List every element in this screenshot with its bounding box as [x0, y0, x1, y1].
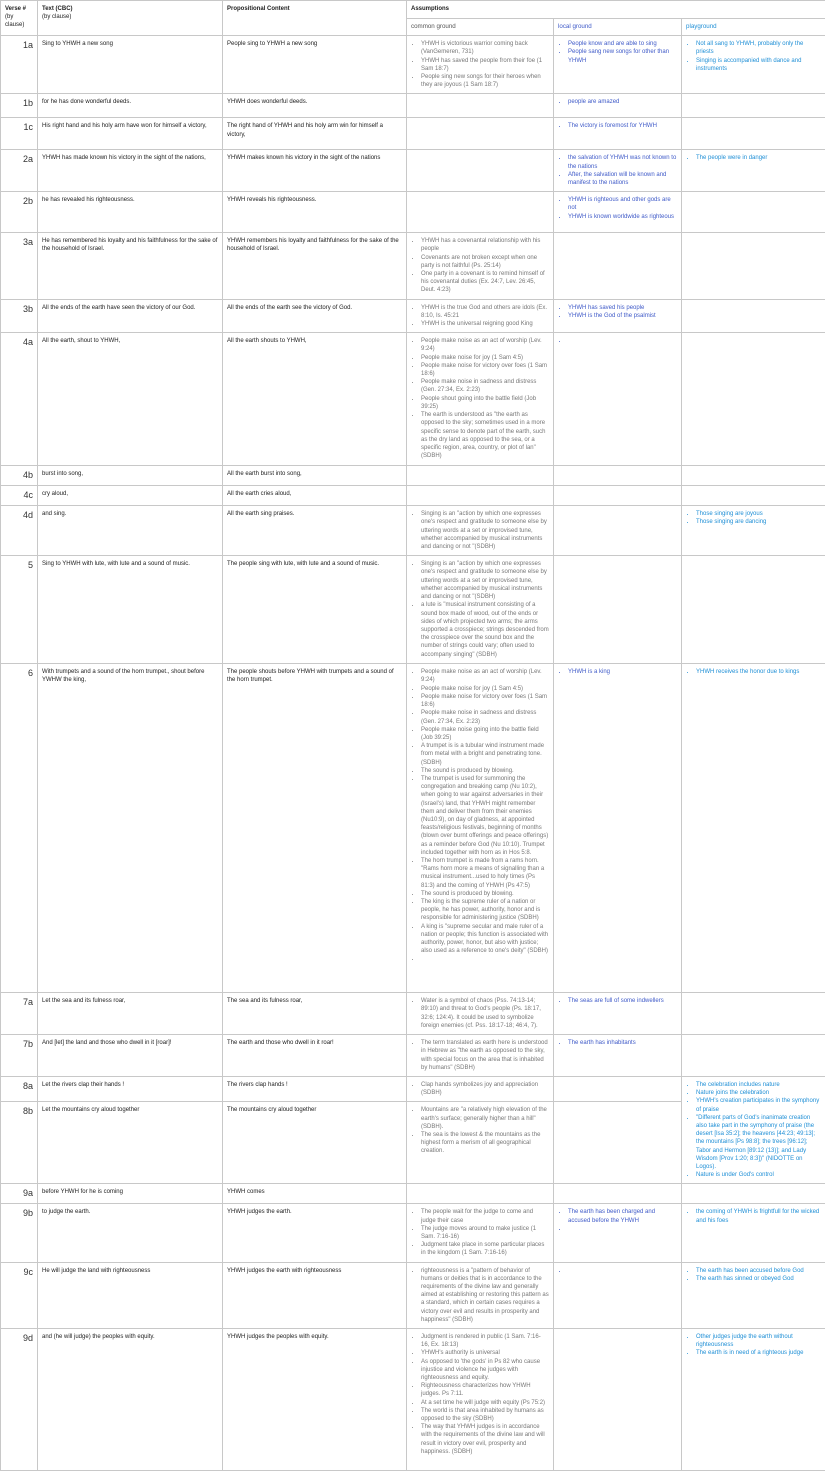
play-list — [686, 1267, 821, 1283]
common-list — [411, 668, 549, 963]
common-item: • YHWH is the true God and others are idols (Ex. 8:10, Is. 45:21 — [421, 304, 549, 320]
propositional-content: YHWH judges the earth. — [223, 1204, 407, 1262]
local-ground-cell — [554, 94, 682, 118]
table-row — [1, 486, 825, 506]
play-list — [686, 154, 821, 162]
verse-number: 4b — [1, 466, 38, 486]
common-item: • YHWH is the universal reigning good King — [421, 320, 549, 328]
local-list — [558, 304, 677, 320]
verse-number: 9c — [1, 1262, 38, 1328]
local-item: • YHWH is righteous and other gods are not — [568, 196, 677, 212]
common-ground-cell — [407, 233, 554, 299]
playground-cell — [682, 506, 825, 556]
verse-text: Sing to YHWH a new song — [38, 36, 223, 94]
table-row — [1, 556, 825, 664]
common-item: • YHWH's authority is universal — [421, 1349, 549, 1357]
playground-cell — [682, 36, 825, 94]
propositional-content: The rivers clap hands ! — [223, 1076, 407, 1101]
table-row — [1, 993, 825, 1035]
common-item: • a lute is "musical instrument consisting of a sound box made of wood, out of the ends or sides of which projected two arms; the arms supported a crosspiece; strings descended from the crosspiece over the sound box and the number of strings could vary; often used to accompany singing" (SDBH) — [421, 601, 549, 658]
common-ground-cell — [407, 36, 554, 94]
verse-number: 5 — [1, 556, 38, 664]
verse-text: With trumpets and a sound of the horn trumpet., shout before YWHW the king, — [38, 664, 223, 993]
common-item: • YHWH has a covenantal relationship with his people — [421, 237, 549, 253]
verse-number: 3a — [1, 233, 38, 299]
verse-header-label: Verse # — [5, 6, 26, 12]
common-item: • As opposed to 'the gods' in Ps 82 who cause injustice and violence he judges with righteousness and equity. — [421, 1358, 549, 1383]
common-list — [411, 1081, 549, 1097]
verse-text: All the earth, shout to YHWH, — [38, 333, 223, 466]
play-item: • YHWH receives the honor due to kings — [696, 668, 821, 676]
play-list — [686, 1333, 821, 1358]
play-item: • The celebration includes nature — [696, 1081, 821, 1089]
table-row — [1, 1076, 825, 1101]
play-item: • The earth is in need of a righteous judge — [696, 1349, 821, 1357]
local-item: • The earth has inhabitants — [568, 1039, 677, 1047]
playground-header: playground — [682, 19, 825, 36]
common-ground-cell — [407, 118, 554, 150]
common-list — [411, 237, 549, 294]
local-item: • YHWH is known worldwide as righteous — [568, 213, 677, 221]
common-item: • People make noise as an act of worship (Lev. 9:24) — [421, 337, 549, 353]
propositional-content: The sea and its fulness roar, — [223, 993, 407, 1035]
common-item: • People make noise as an act of worship (Lev. 9:24) — [421, 668, 549, 684]
play-list — [686, 1081, 821, 1179]
local-item — [568, 337, 677, 345]
common-item: • Judgment take place in some particular places in the kingdom (1 Sam. 7:16-16) — [421, 1241, 549, 1257]
local-ground-cell — [554, 1184, 682, 1204]
play-list — [686, 510, 821, 526]
table-row — [1, 1328, 825, 1470]
common-item: • People make noise in sadness and distress (Gen. 27:34, Ex. 2:23) — [421, 709, 549, 725]
common-item: • The earth is understood as "the earth as opposed to the sky; sometimes used in a more specific sense to denote part of the earth, such as the dry land as opposed to the sea, or a specific region, area, country, or plot of lan" (SDBH) — [421, 411, 549, 460]
common-item: • Water is a symbol of chaos (Pss. 74:13-14; 89:10) and threat to God's people (Ps. 18:17, 32:6; 124:4). It could be used to symbolize foreign enemies (cf. Pss. 18:17-18; 46:4, 7). — [421, 997, 549, 1030]
header-row — [1, 1, 825, 19]
common-item: • The trumpet is used for summoning the congregation and breaking camp (Nu 10:2), when going to war against adversaries in their (Israel's) land, that YHWH might remember them and deliver them from their enemies (Nu10:9), on day of gladness, at appointed feasts/religious festivals, beginning of months (blown over burnt offerings and peace offerings) as a reminder before God (Nu 10:10). Trumpet included together with horn as in Hos 5:8. — [421, 775, 549, 857]
playground-cell — [682, 1184, 825, 1204]
table-row — [1, 150, 825, 192]
play-item: • The earth has sinned or obeyed God — [696, 1275, 821, 1283]
local-list — [558, 668, 677, 676]
verse-text: He has remembered his loyalty and his faithfulness for the sake of the household of Israel. — [38, 233, 223, 299]
verse-number: 1c — [1, 118, 38, 150]
propositional-content: YHWH remembers his loyalty and faithfulness for the sake of the household of Israel. — [223, 233, 407, 299]
common-item: • The way that YHWH judges is in accordance with the requirements of the divine law and will result in victory over evil, prosperity and happiness. (SDBH) — [421, 1423, 549, 1456]
play-item: • The people were in danger — [696, 154, 821, 162]
local-item: • the salvation of YHWH was not known to the nations — [568, 154, 677, 170]
common-ground-cell — [407, 299, 554, 333]
common-item: • Clap hands symbolizes joy and appreciation (SDBH) — [421, 1081, 549, 1097]
verse-text: and sing. — [38, 506, 223, 556]
propositional-content: The right hand of YHWH and his holy arm win for himself a victory, — [223, 118, 407, 150]
common-item: • One party in a covenant is to remind himself of his covenantal duties (Ex. 24:7, Lev. 26:45, Deut. 4:23) — [421, 270, 549, 295]
common-ground-header: common ground — [407, 19, 554, 36]
verse-text: He will judge the land with righteousness — [38, 1262, 223, 1328]
local-ground-cell — [554, 1076, 682, 1101]
verse-number: 2a — [1, 150, 38, 192]
local-ground-cell — [554, 486, 682, 506]
common-item: • Mountains are "a relatively high elevation of the earth's surface; generally higher than a hill" (SDBH). — [421, 1106, 549, 1131]
common-ground-cell — [407, 192, 554, 233]
play-item: • Singing is accompanied with dance and instruments — [696, 57, 821, 73]
local-item: • The victory is foremost for YHWH — [568, 122, 677, 130]
local-item: • The earth has been charged and accused before the YHWH — [568, 1208, 677, 1224]
table-row — [1, 1204, 825, 1262]
local-item: • After, the salvation will be known and manifest to the nations — [568, 171, 677, 187]
table-row — [1, 94, 825, 118]
play-item: • Those singing are joyous — [696, 510, 821, 518]
common-ground-cell — [407, 486, 554, 506]
verse-text: Let the mountains cry aloud together — [38, 1102, 223, 1184]
common-item: • righteousness is a "pattern of behavior of humans or deities that is in accordance to the requirements of the divine law and generally aimed at establishing or restoring this pattern as a standard, which in certain cases requires a victory over evil and results in prosperity and happiness" (SDBH) — [421, 1267, 549, 1324]
common-list — [411, 304, 549, 329]
local-ground-cell — [554, 333, 682, 466]
table-row — [1, 118, 825, 150]
playground-cell — [682, 118, 825, 150]
common-ground-cell — [407, 1035, 554, 1077]
common-ground-cell — [407, 333, 554, 466]
common-ground-cell — [407, 506, 554, 556]
play-item: • Not all sang to YHWH, probably only the priests — [696, 40, 821, 56]
propositional-content: All the ends of the earth see the victory of God. — [223, 299, 407, 333]
play-item: • Other judges judge the earth without righteousness — [696, 1333, 821, 1349]
propositional-content: The people sing with lute, with lute and a sound of music. — [223, 556, 407, 664]
verse-number: 9b — [1, 1204, 38, 1262]
common-item: • A king is "supreme secular and male ruler of a nation or people; this function is associated with authority, power, honor, but also with justice; also used as a reference to one's deity" (SDBH) — [421, 923, 549, 956]
verse-text: YHWH has made known his victory in the sight of the nations, — [38, 150, 223, 192]
local-ground-cell — [554, 506, 682, 556]
verse-text: burst into song, — [38, 466, 223, 486]
common-item: • The term translated as earth here is understood in Hebrew as "the earth as opposed to the sky, with special focus on the area that is inhabited by humans" (SDBH) — [421, 1039, 549, 1072]
local-item: • YHWH is a king — [568, 668, 677, 676]
common-ground-cell — [407, 1328, 554, 1470]
verse-text: Sing to YHWH with lute, with lute and a sound of music. — [38, 556, 223, 664]
playground-cell — [682, 466, 825, 486]
verse-number: 6 — [1, 664, 38, 993]
table-row — [1, 36, 825, 94]
common-item: • People make noise in sadness and distress (Gen. 27:34, Ex. 2:23) — [421, 378, 549, 394]
playground-cell — [682, 664, 825, 993]
play-item: • Those singing are dancing — [696, 518, 821, 526]
local-item: • People sang new songs for other than YHWH — [568, 48, 677, 64]
common-item: • At a set time he will judge with equity (Ps 75:2) — [421, 1399, 549, 1407]
verse-text: cry aloud, — [38, 486, 223, 506]
common-item: • People shout going into the battle field (Job 39:25) — [421, 395, 549, 411]
local-list — [558, 1208, 677, 1233]
common-list — [411, 337, 549, 460]
local-list — [558, 122, 677, 130]
playground-cell — [682, 486, 825, 506]
local-item: • YHWH is the God of the psalmist — [568, 312, 677, 320]
local-ground-cell — [554, 556, 682, 664]
propositional-content: YHWH does wonderful deeds. — [223, 94, 407, 118]
common-ground-cell — [407, 466, 554, 486]
verse-number: 9d — [1, 1328, 38, 1470]
playground-cell — [682, 333, 825, 466]
common-list — [411, 560, 549, 658]
table-row — [1, 506, 825, 556]
playground-cell — [682, 192, 825, 233]
common-item: • Singing is an "action by which one expresses one's respect and gratitude to someone else by uttering words at a set or improvised tune, whether accompanied by musical instruments and dancing or not "(SDBH) — [421, 510, 549, 551]
local-list — [558, 40, 677, 65]
propositional-content: The earth and those who dwell in it roar! — [223, 1035, 407, 1077]
propositional-content: All the earth sing praises. — [223, 506, 407, 556]
verse-number: 8b — [1, 1102, 38, 1184]
verse-number: 7a — [1, 993, 38, 1035]
table-row — [1, 233, 825, 299]
common-ground-cell — [407, 1262, 554, 1328]
common-list — [411, 1333, 549, 1456]
table-body — [1, 36, 825, 1471]
play-list — [686, 1208, 821, 1224]
verse-text: Let the rivers clap their hands ! — [38, 1076, 223, 1101]
propositional-content: All the earth shouts to YHWH, — [223, 333, 407, 466]
playground-cell — [682, 556, 825, 664]
common-item: • Righteousness characterizes how YHWH judges. Ps 7:11. — [421, 1382, 549, 1398]
verse-number: 2b — [1, 192, 38, 233]
local-ground-cell — [554, 993, 682, 1035]
common-ground-cell — [407, 993, 554, 1035]
common-list — [411, 40, 549, 89]
verse-number: 4a — [1, 333, 38, 466]
playground-cell — [682, 1076, 825, 1183]
common-item: • The people wait for the judge to come and judge their case — [421, 1208, 549, 1224]
verse-text: and (he will judge) the peoples with equity. — [38, 1328, 223, 1470]
propositional-content: YHWH comes — [223, 1184, 407, 1204]
verse-number: 1a — [1, 36, 38, 94]
local-ground-cell — [554, 299, 682, 333]
table-row — [1, 1184, 825, 1204]
assumptions-header: Assumptions — [407, 1, 825, 19]
common-item: • YHWH has saved the people from their foe (1 Sam 18:7) — [421, 57, 549, 73]
common-list — [411, 1267, 549, 1324]
verse-number: 9a — [1, 1184, 38, 1204]
common-ground-cell — [407, 1204, 554, 1262]
local-ground-cell — [554, 1328, 682, 1470]
local-ground-cell — [554, 1102, 682, 1184]
prop-header: Propositional Content — [223, 1, 407, 36]
local-list — [558, 997, 677, 1005]
local-ground-cell — [554, 1035, 682, 1077]
local-ground-header: local ground — [554, 19, 682, 36]
verse-text: All the ends of the earth have seen the victory of our God. — [38, 299, 223, 333]
playground-cell — [682, 1204, 825, 1262]
table-row — [1, 299, 825, 333]
local-item — [568, 1267, 677, 1275]
verse-number: 4c — [1, 486, 38, 506]
local-item: • People know and are able to sing — [568, 40, 677, 48]
verse-number: 4d — [1, 506, 38, 556]
common-list — [411, 1106, 549, 1155]
verse-text: for he has done wonderful deeds. — [38, 94, 223, 118]
local-item — [568, 1225, 677, 1233]
propositional-content: YHWH reveals his righteousness. — [223, 192, 407, 233]
common-item: • People make noise for victory over foes (1 Sam 18:6) — [421, 693, 549, 709]
propositional-content: The mountains cry aloud together — [223, 1102, 407, 1184]
common-ground-cell — [407, 664, 554, 993]
common-item: • The sea is the lowest & the mountains as the highest form a merism of all geographical creation. — [421, 1131, 549, 1156]
playground-cell — [682, 233, 825, 299]
verse-number: 7b — [1, 1035, 38, 1077]
common-item: • People make noise for joy (1 Sam 4:5) — [421, 354, 549, 362]
local-ground-cell — [554, 118, 682, 150]
common-item: • YHWH is victorious warrior coming back (VanGemeren, 731) — [421, 40, 549, 56]
play-item: • "Different parts of God's inanimate creation also take part in the symphony of praise (the desert [Isa 35:2]; the heavens [44:23; 49:13]; the mountains [Ps 98:8]; the trees [96:12]; Tabor and Hermon [89:12 (13)]; and Lady Wisdom [Prov 1:20; 8:3])" (NIDOTTE on Logos). — [696, 1114, 821, 1171]
common-list — [411, 510, 549, 551]
propositional-content: YHWH judges the peoples with equity. — [223, 1328, 407, 1470]
common-ground-cell — [407, 556, 554, 664]
local-list — [558, 98, 677, 106]
local-ground-cell — [554, 192, 682, 233]
common-item: • People make noise for joy (1 Sam 4:5) — [421, 685, 549, 693]
local-ground-cell — [554, 1204, 682, 1262]
local-list — [558, 1267, 677, 1275]
play-list — [686, 668, 821, 676]
playground-cell — [682, 1035, 825, 1077]
common-item: • The sound is produced by blowing. — [421, 890, 549, 898]
play-item: • YHWH's creation participates in the symphony of praise — [696, 1097, 821, 1113]
local-ground-cell — [554, 150, 682, 192]
common-ground-cell — [407, 1102, 554, 1184]
common-list — [411, 997, 549, 1030]
local-ground-cell — [554, 664, 682, 993]
common-list — [411, 1039, 549, 1072]
table-row — [1, 1262, 825, 1328]
playground-cell — [682, 993, 825, 1035]
local-list — [558, 337, 677, 345]
verse-number: 8a — [1, 1076, 38, 1101]
verse-text: he has revealed his righteousness. — [38, 192, 223, 233]
play-item: • Nature joins the celebration — [696, 1089, 821, 1097]
playground-cell — [682, 150, 825, 192]
common-ground-cell — [407, 1076, 554, 1101]
play-item: • the coming of YHWH is frightfull for the wicked and his foes — [696, 1208, 821, 1224]
common-item: • The horn trumpet is made from a rams horn. "Rams horn more a means of signalling than a musical instrument...used to holy times (Ps 81:3) and the coming of YHWH (Ps 47:5) — [421, 857, 549, 890]
verse-header-sub: (by clause) — [5, 13, 33, 29]
play-item: • The earth has been accused before God — [696, 1267, 821, 1275]
common-ground-cell — [407, 94, 554, 118]
table-row — [1, 333, 825, 466]
table-row — [1, 664, 825, 993]
verse-text: before YHWH for he is coming — [38, 1184, 223, 1204]
verse-header — [1, 1, 38, 36]
playground-cell — [682, 1328, 825, 1470]
propositional-content: People sing to YHWH a new song — [223, 36, 407, 94]
playground-cell — [682, 1262, 825, 1328]
propositional-content: All the earth burst into song, — [223, 466, 407, 486]
local-item: • people are amazed — [568, 98, 677, 106]
propositional-content: YHWH judges the earth with righteousness — [223, 1262, 407, 1328]
playground-cell — [682, 94, 825, 118]
play-list — [686, 40, 821, 73]
local-ground-cell — [554, 466, 682, 486]
common-item: • A trumpet is is a tubular wind instrument made from metal with a bright and penetrating tone. (SDBH) — [421, 742, 549, 767]
common-item: • Judgment is rendered in public (1 Sam. 7:16-16, Ex. 18:13) — [421, 1333, 549, 1349]
common-ground-cell — [407, 150, 554, 192]
verse-text: to judge the earth. — [38, 1204, 223, 1262]
local-item: • The seas are full of some indwellers — [568, 997, 677, 1005]
common-item — [421, 955, 549, 963]
common-item: • People sing new songs for their heroes when they are joyous (1 Sam 18:7) — [421, 73, 549, 89]
verse-text: Let the sea and its fulness roar, — [38, 993, 223, 1035]
local-list — [558, 196, 677, 221]
common-item: • Covenants are not broken except when one party is not faithful (Ps. 25:14) — [421, 254, 549, 270]
verse-number: 1b — [1, 94, 38, 118]
propositional-content: The people shouts before YHWH with trumpets and a sound of the horn trumpet. — [223, 664, 407, 993]
local-list — [558, 1039, 677, 1047]
text-header — [38, 1, 223, 36]
table-row — [1, 466, 825, 486]
text-header-sub: (by clause) — [42, 13, 218, 21]
local-ground-cell — [554, 36, 682, 94]
text-header-label: Text (CBC) — [42, 6, 73, 12]
common-item: • The world is that area inhabited by humans as opposed to the sky (SDBH) — [421, 1407, 549, 1423]
common-item: • The king is the supreme ruler of a nation or people, he has power, authority, honor and is responsible for administering justice (SDBH) — [421, 898, 549, 923]
play-item: • Nature is under God's control — [696, 1171, 821, 1179]
common-item: • Singing is an "action by which one expresses one's respect and gratitude to someone else by uttering words at a set or improvised tune, whether accompanied by musical instruments and dancing or not "(SDBH) — [421, 560, 549, 601]
common-item: • The judge moves around to make justice (1 Sam. 7:16-16) — [421, 1225, 549, 1241]
verse-number: 3b — [1, 299, 38, 333]
local-ground-cell — [554, 233, 682, 299]
local-list — [558, 154, 677, 187]
common-item: • People make noise going into the battle field (Job 39:25) — [421, 726, 549, 742]
local-item: • YHWH has saved his people — [568, 304, 677, 312]
local-ground-cell — [554, 1262, 682, 1328]
common-item: • People make noise for victory over foes (1 Sam 18:6) — [421, 362, 549, 378]
propositional-content: YHWH makes known his victory in the sight of the nations — [223, 150, 407, 192]
playground-cell — [682, 299, 825, 333]
table-row — [1, 192, 825, 233]
common-list — [411, 1208, 549, 1257]
common-item: • The sound is produced by blowing. — [421, 767, 549, 775]
propositional-content: All the earth cries aloud, — [223, 486, 407, 506]
verse-text: And [let] the land and those who dwell in it [roar]! — [38, 1035, 223, 1077]
verse-text: His right hand and his holy arm have won for himself a victory, — [38, 118, 223, 150]
common-ground-cell — [407, 1184, 554, 1204]
table-row — [1, 1035, 825, 1077]
